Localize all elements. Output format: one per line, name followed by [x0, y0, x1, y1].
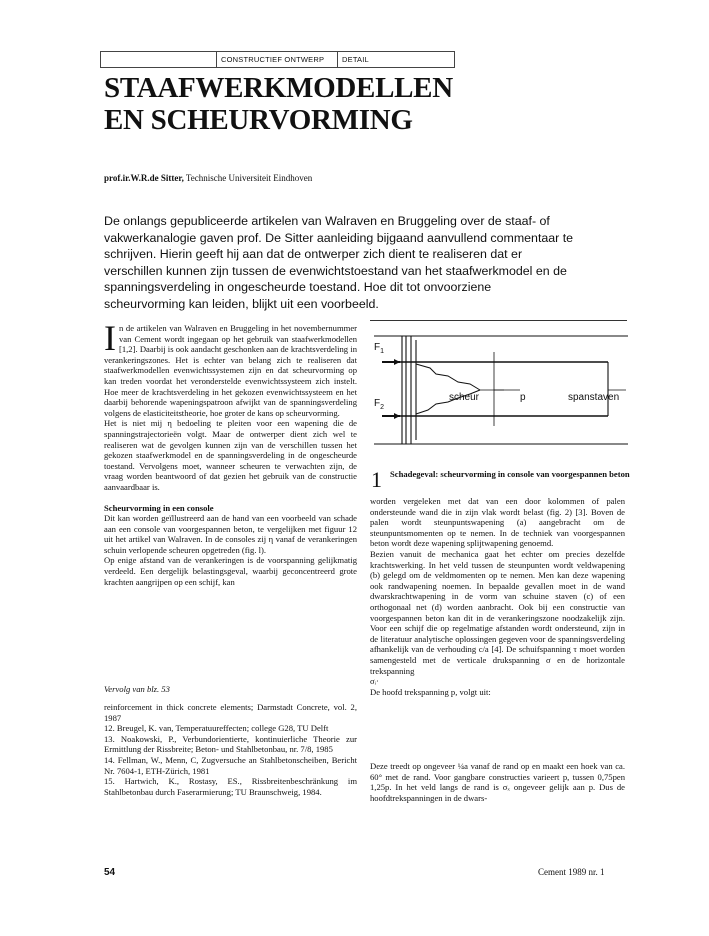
- body-paragraph: Het is niet mij η bedoeling te pleiten voor een wapening die de spanningstrajectorieën volgt. Maar de ontwerper dient zich wel te realiseren wat de gevolgen kunnen zijn van de verschillen tussen het gekozen staafwerkmodel en de spanningsverdeling in de ongescheurde toestand. Vervolgens moet, wanneer scheuren te verwachten zijn, de vraag worden beantwoord of dat gezien het gebruik van de constructie aanvaardbaar is.: [104, 418, 357, 492]
- body-paragraph: Dit kan worden geïllustreerd aan de hand van een voorbeeld van schade aan een console van voorgespannen beton, te vergelijken met figuur 12 uit het artikel van Walraven. In de consoles zij η vanaf de verankeringen schuin verlopende scheuren opgetreden (fig. l).: [104, 513, 357, 555]
- category-label: DETAIL: [337, 52, 369, 67]
- formula-space: [370, 697, 625, 761]
- body-paragraph: De hoofd trekspanning p, volgt uit:: [370, 686, 491, 697]
- label-p: p: [520, 392, 526, 403]
- figure-caption: Schadegeval: scheurvorming in console van voorgespannen beton: [390, 469, 630, 479]
- body-paragraph: Deze treedt op ongeveer ¼a vanaf de rand op en maakt een hoek van ca. 60° met de rand. Voor gangbare constructies varieert p, tussen 0,75pen 1,25p. In het veld langs de rand is σₓ ongeveer gelijk aan p. Dus de hoofdtrekspanningen in de dwars-: [370, 761, 625, 804]
- reference-item: 14. Fellman, W., Menn, C, Zugversuche an Stahlbetonscheiben, Bericht Nr. 7604-1, ETH-Zürich, 1981: [104, 754, 357, 776]
- drop-cap: I: [104, 318, 116, 358]
- figure-top-rule: [370, 320, 627, 321]
- crack-upper: [416, 364, 480, 390]
- left-column: [104, 318, 357, 587]
- section-label: CONSTRUCTIEF ONTWERP: [216, 52, 324, 67]
- label-spanstaven: spanstaven: [568, 392, 620, 403]
- reference-list: [104, 702, 357, 797]
- section-heading: Scheurvorming in een console: [104, 502, 214, 513]
- journal-issue: Cement 1989 nr. 1: [538, 867, 605, 877]
- reference-item: 12. Breugel, K. van, Temperatuureffecten; college G28, TU Delft: [104, 723, 329, 734]
- figure-number: 1: [371, 467, 382, 492]
- arrow-head-f1: [394, 359, 400, 365]
- label-f2: $F_2$: [374, 398, 385, 411]
- label-scheur: scheur: [449, 392, 480, 403]
- console-crack-figure: [370, 322, 630, 460]
- continuation-note: Vervolg van blz. 53: [104, 684, 170, 694]
- section-header-box: [100, 51, 455, 68]
- right-column: [370, 496, 625, 804]
- reference-item: 15. Hartwich, K., Rostasy, ES., Rissbreitenbeschränkung im Stahlbetonbau durch Faserarmierung; TU Braunschweig, 1984.: [104, 776, 357, 797]
- label-f1: $F_1$: [374, 342, 385, 355]
- body-paragraph: In de artikelen van Walraven en Bruggeling in het novembernummer van Cement wordt ingegaan op het gebruik van staafwerkmodellen [1,2]. Daarbij is ook aandacht geschonken aan de krachtsverdeling in verankeringszones. Het is echter van belang zich te realiseren dat staafwerkmodellen evenwichtssystemen zijn en dat scheurvorming op kan treden voordat het veronderstelde evenwichtssysteem zich instelt. Hoe meer de krachtsverdeling in het gekozen evenwichtssysteem en het daarbij behorende wapeningspatroon afwijkt van de spanningsverdeling volgens de elasticiteitstheorie, hoe groter de kans op scheurvorming.: [104, 318, 357, 418]
- title-line-2: EN SCHEURVORMING: [104, 104, 413, 136]
- body-paragraph: worden vergeleken met dat van een door kolommen of palen ondersteunde wand die in zijn vlak wordt belast (fig. 2) [3]. Boven de palen wordt steunpuntswapening (a) aangebracht om de steunpuntsmomenten op te nemen. In de techniek van voorgespannen beton wordt deze wapening splijtwapening genoemd.: [370, 496, 625, 549]
- lead-paragraph: De onlangs gepubliceerde artikelen van Walraven en Bruggeling over de staaf- of vakwerkanalogie gaven prof. De Sitter aanleiding bijgaand aanvullend commentaar te schrijven. Hierin geeft hij aan dat de ontwerper zich dient te realiseren dat er verschillen kunnen zijn tussen de evenwichtstoestand van het staafwerkmodel en de spanningsverdeling in ongescheurde toestand. Hoe dit tot onvoorziene scheurvorming kan leiden, blijkt uit een voorbeeld.: [104, 214, 574, 311]
- author-line: [104, 173, 312, 183]
- page-number: 54: [104, 867, 116, 878]
- article-title: [104, 72, 453, 136]
- title-line-1: STAAFWERKMODELLEN: [104, 72, 453, 104]
- spacer: [104, 493, 357, 503]
- reference-item: 13. Noakowski, P., Verbundorientierte, kontinuierliche Theorie zur Ermittlung der Rissbreite; Beton- und Stahlbetonbau, nr. 7/8, 1985: [104, 733, 357, 755]
- body-paragraph: Op enige afstand van de verankeringen is de voorspanning gelijkmatig verdeeld. Een dergelijk belastingsgeval, waarbij geconcentreerd grote krachten aangrijpen op een schijf, kan: [104, 555, 357, 587]
- formula-symbol: σᵢ·: [370, 676, 379, 687]
- body-paragraph: Bezien vanuit de mechanica gaat het echter om precies dezelfde krachtswerking. In het veld tussen de steunpunten wordt veldwapening (b) gelegd om de veldmomenten op te nemen. Men kan deze wapening ook randwapening noemen. In bepaalde gevallen moet in de wand dwarskrachtwapening in de vorm van schuine staven (c) of een orthogonaal net (d) worden aanbracht. Ook bij een constructie van voorgespannen beton kan dit in de verankeringszone noodzakelijk zijn. Voor een schijf die op regelmatige afstanden wordt ondersteund, zijn in de literatuur analytische oplossingen gegeven voor de spanningsverdeling afhankelijk van de verhouding c/a [4]. De schuifspanning τ moet worden samengesteld met de verticale drukspanning σ en de horizontale trekspanning: [370, 548, 625, 676]
- author-affiliation: Technische Universiteit Eindhoven: [183, 173, 313, 183]
- author-name: prof.ir.W.R.de Sitter,: [104, 173, 184, 183]
- arrow-head-f2: [394, 413, 400, 419]
- reference-item: reinforcement in thick concrete elements; Darmstadt Concrete, vol. 2, 1987: [104, 702, 357, 723]
